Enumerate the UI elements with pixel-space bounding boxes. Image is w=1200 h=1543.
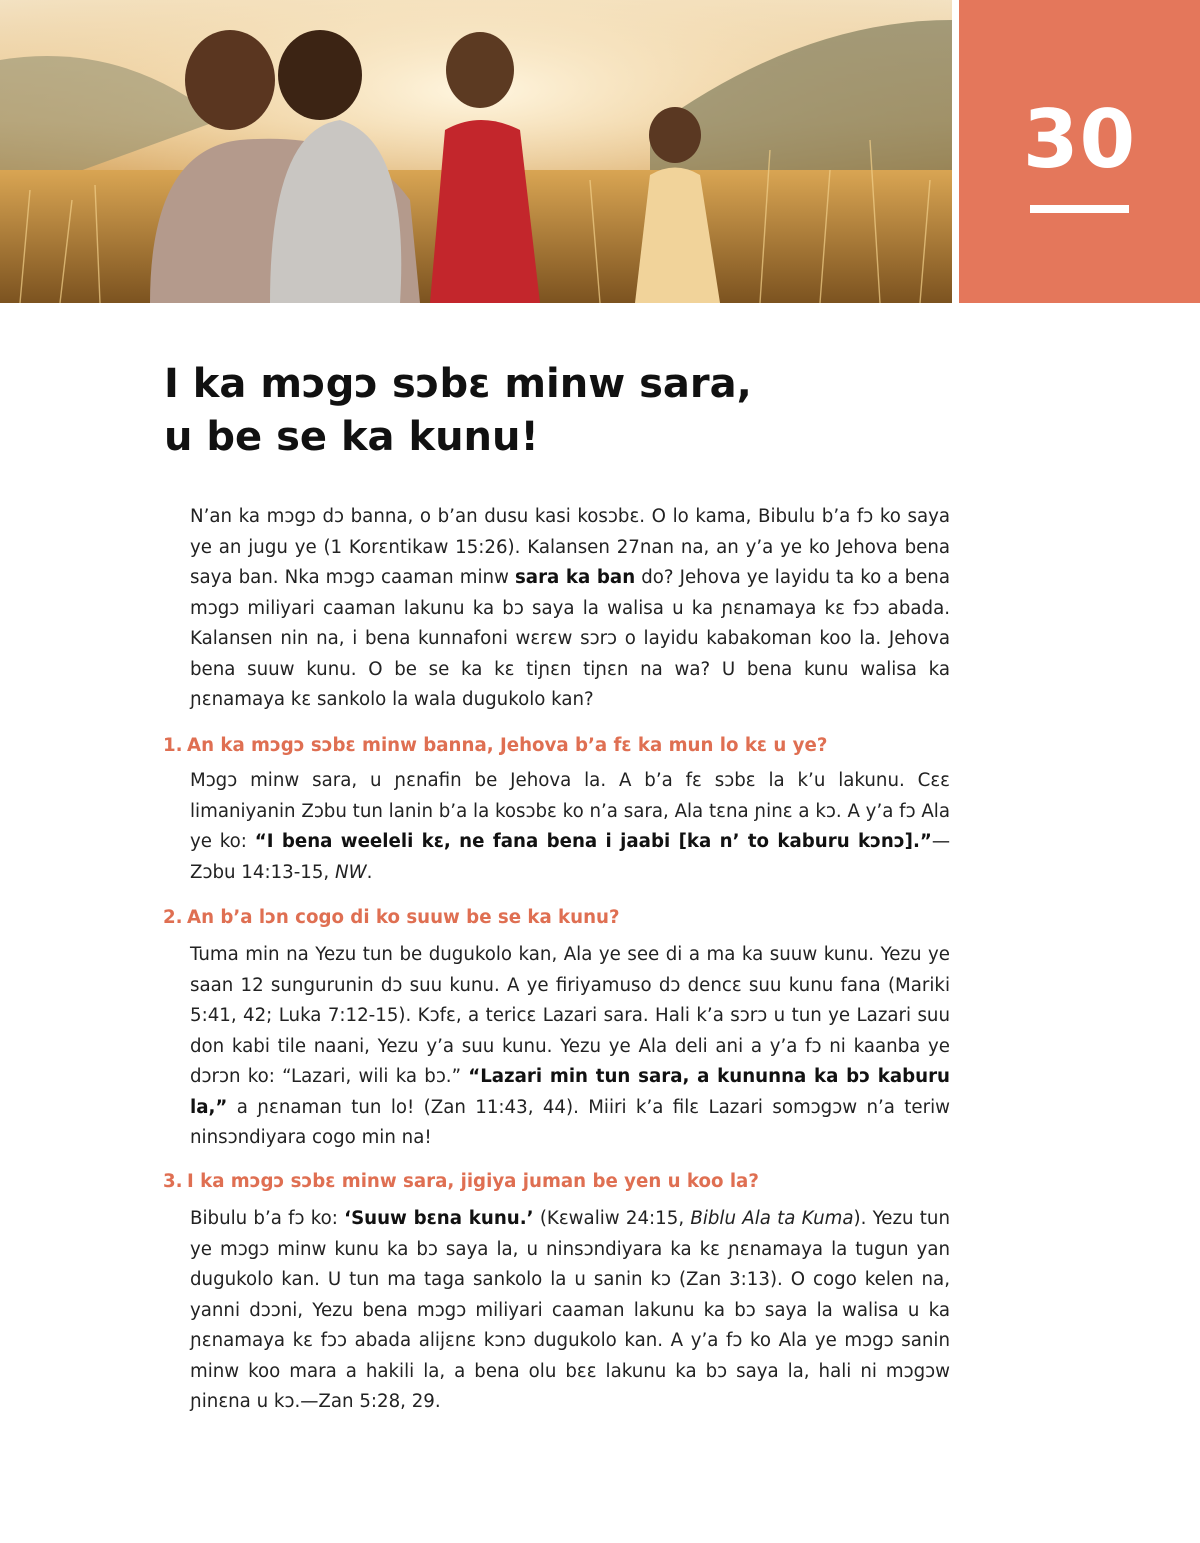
question-1-number: 1.	[163, 735, 183, 756]
question-3-number: 3.	[163, 1171, 183, 1192]
header-photo	[0, 0, 952, 303]
answer-2-text-1: Tuma min na Yezu tun be dugukolo kan, Ala ye see di a ma ka suuw kunu. Yezu ye saan 12 sungurunin dɔ suu kunu. A ye firiyamuso dɔ dencɛ suu kunu fana (Mariki 5:41, 42; Luka 7:12-15). Kɔfɛ, a tericɛ Lazari sara. Hali k’a sɔrɔ u tun ye Lazari suu don kabi tile naani, Yezu y’a suu kunu. Yezu ye Ala deli ani a y’a fɔ ni kaanba ye dɔrɔn ko: “Lazari, wili ka bɔ.”	[190, 944, 950, 1087]
lesson-title-line-2: u be se ka kunu!	[164, 414, 539, 460]
intro-bold-1: sara ka ban	[514, 567, 636, 588]
answer-1-paragraph	[190, 766, 950, 888]
question-2-text: An b’a lɔn cogo di ko suuw be se ka kunu?	[187, 907, 620, 928]
lesson-title-line-1: I ka mɔgɔ sɔbɛ minw sara,	[164, 361, 752, 407]
question-1-text: An ka mɔgɔ sɔbɛ minw banna, Jehova b’a fɛ ka mun lo kɛ u ye?	[187, 735, 828, 756]
question-3-text: I ka mɔgɔ sɔbɛ minw sara, jigiya juman be yen u koo la?	[187, 1171, 759, 1192]
intro-text-2: do? Jehova ye layidu ta ko a bena mɔgɔ miliyari caaman lakunu ka bɔ saya la walisa u ka ɲɛnamaya kɛ fɔɔ abada. Kalansen nin na, i bena kunnafoni wɛrɛw sɔrɔ o layidu kabakoman koo la. Jehova bena suuw kunu. O be se ka kɛ tiɲɛn tiɲɛn na wa? U bena kunu walisa ka ɲɛnamaya kɛ sankolo la wala dugukolo kan?	[190, 567, 950, 710]
answer-3-italic-1: Biblu Ala ta Kuma	[690, 1208, 854, 1229]
answer-3-text-1: Bibulu b’a fɔ ko:	[190, 1208, 345, 1229]
question-2	[163, 904, 983, 932]
answer-1-text-1: Mɔgɔ minw sara, u ɲɛnafin be Jehova la. A b’a fɛ sɔbɛ la k’u lakunu. Cɛɛ limaniyanin Zɔbu tun lanin b’a la kosɔbɛ ko n’a sara, Ala tɛna ɲinɛ a kɔ. A y’a fɔ Ala ye ko:	[190, 770, 950, 852]
lesson-number-box	[959, 0, 1200, 303]
answer-3-bold-1: ‘Suuw bɛna kunu.’	[344, 1208, 534, 1229]
answer-2-text-2: a ɲɛnaman tun lo! (Zan 11:43, 44). Miiri k’a filɛ Lazari somɔgɔw n’a teriw ninsɔndiyara cogo min na!	[190, 1096, 950, 1148]
intro-paragraph	[190, 502, 950, 716]
answer-1-text-3: .	[366, 861, 373, 883]
answer-3-text-2: (Kɛwaliw 24:15,	[533, 1208, 691, 1229]
question-1	[163, 732, 983, 760]
question-2-number: 2.	[163, 907, 183, 928]
answer-1-text-2: —Zɔbu 14:13-15,	[190, 831, 951, 883]
intro-text-1: N’an ka mɔgɔ dɔ banna, o b’an dusu kasi kosɔbɛ. O lo kama, Bibulu b’a fɔ ko saya ye an jugu ye (1 Korɛntikaw 15:26). Kalansen 27nan na, an y’a ye ko Jehova bena saya ban. Nka mɔgɔ caaman minw	[190, 506, 950, 588]
answer-1-bold-1: “I bena weeleli kɛ, ne fana bena i jaabi [ka n’ to kaburu kɔnɔ].”	[254, 831, 932, 852]
answer-1-italic-1: NW	[335, 861, 367, 883]
lesson-number: 30	[1022, 93, 1137, 186]
answer-2-bold-1: “Lazari min tun sara, a kununna ka bɔ kaburu la,”	[190, 1066, 950, 1118]
answer-3-paragraph	[190, 1204, 950, 1418]
lesson-number-underline	[1030, 205, 1129, 213]
answer-3-text-3: ). Yezu tun ye mɔgɔ minw kunu ka bɔ saya la, u ninsɔndiyara ka kɛ ɲɛnamaya la tugun yan dugukolo kan. U tun ma taga sankolo la u sanin kɔ (Zan 3:13). O cogo kelen na, yanni dɔɔni, Yezu bena mɔgɔ miliyari caaman lakunu ka bɔ saya la walisa u ka ɲɛnamaya kɛ fɔɔ abada alijɛnɛ kɔnɔ dugukolo kan. A y’a fɔ ko Ala ye mɔgɔ sanin minw koo mara a hakili la, a bena olu bɛɛ lakunu ka bɔ saya la, hali ni mɔgɔw ɲinɛna u kɔ.—Zan 5:28, 29.	[190, 1208, 950, 1412]
family-photo-icon	[0, 0, 952, 303]
lesson-title	[164, 358, 1064, 464]
answer-2-paragraph	[190, 940, 950, 1154]
question-3	[163, 1168, 983, 1196]
